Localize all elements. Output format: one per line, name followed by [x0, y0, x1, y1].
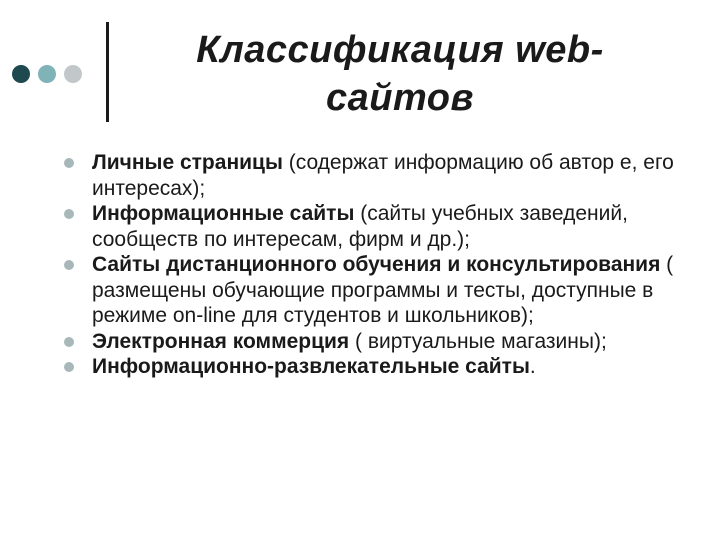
- list-item: [62, 329, 682, 355]
- title-divider-line: [106, 22, 109, 122]
- bullet-description: ( виртуальные магазины);: [349, 329, 607, 353]
- bullet-term: Информационно-развлекательные сайты: [92, 355, 530, 378]
- bullet-marker-icon: [64, 337, 74, 347]
- dot-dark-icon: [12, 65, 30, 83]
- slide-title: [150, 26, 650, 122]
- title-line-2: сайтов: [326, 77, 474, 119]
- bullet-term: Сайты дистанционного обучения и консультирования: [92, 253, 661, 276]
- dot-mid-icon: [38, 65, 56, 83]
- bullet-marker-icon: [64, 209, 74, 219]
- list-item: [62, 354, 682, 380]
- bullet-marker-icon: [64, 260, 74, 270]
- bullet-marker-icon: [64, 362, 74, 372]
- bullet-list: [62, 150, 682, 380]
- title-line-1: Классификация web-: [196, 29, 604, 71]
- bullet-description: (сайты учебных заведений, сообществ по интересам, фирм и др.);: [92, 202, 628, 251]
- decorative-dots: [12, 64, 82, 84]
- bullet-term: Электронная коммерция: [92, 329, 350, 353]
- list-item: [62, 150, 682, 201]
- bullet-marker-icon: [64, 158, 74, 168]
- list-item: [62, 252, 682, 329]
- bullet-term: Информационные сайты: [92, 202, 355, 225]
- bullet-term: Личные страницы: [92, 151, 283, 174]
- bullet-description: .: [529, 355, 536, 378]
- list-item: [62, 201, 682, 252]
- bullet-description: (содержат информацию об автор е, его интересах);: [92, 151, 674, 200]
- dot-light-icon: [64, 65, 82, 83]
- bullet-description: ( размещены обучающие программы и тесты, доступные в режиме on-line для студентов и школьников);: [92, 253, 674, 327]
